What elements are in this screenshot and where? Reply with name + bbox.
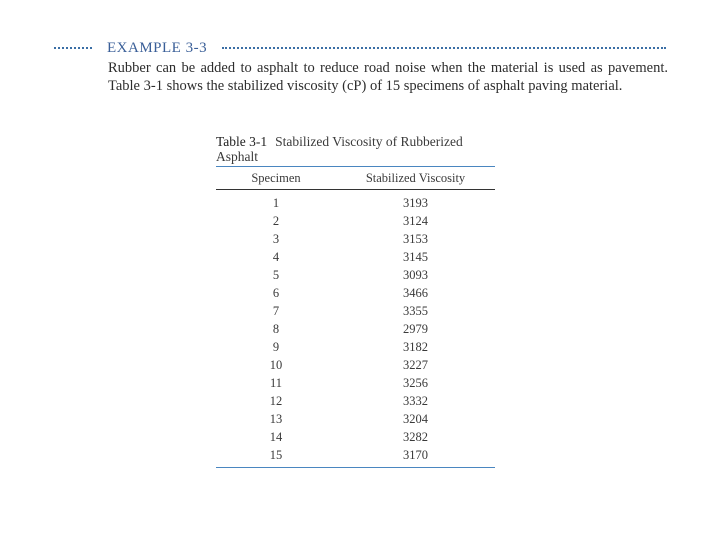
table-row [216,320,495,338]
viscosity-cell: 3332 [403,393,428,408]
specimen-cell: 4 [272,249,280,264]
table-row [216,266,495,284]
table-row [216,446,495,467]
specimen-cell: 1 [272,195,280,210]
example-title: EXAMPLE 3-3 [107,39,208,56]
viscosity-cell: 3193 [403,195,428,210]
example-intro-paragraph: Rubber can be added to asphalt to reduce road noise when the material is used as pavement. Table 3-1 shows the stabilized viscosity (cP) of 15 specimens of asphalt paving material. [108,60,668,94]
table-row [216,392,495,410]
specimen-cell: 8 [272,321,280,336]
specimen-cell: 3 [272,231,280,246]
table-caption [216,134,496,164]
table-row [216,338,495,356]
specimen-cell: 2 [272,213,280,228]
viscosity-cell: 3145 [403,249,428,264]
viscosity-cell: 3204 [403,411,428,426]
table-row [216,230,495,248]
table-body [216,190,495,467]
viscosity-cell: 3355 [403,303,428,318]
table-row [216,284,495,302]
viscosity-cell: 3182 [403,339,428,354]
viscosity-cell: 3282 [403,429,428,444]
table-header-row [216,167,495,189]
table-row [216,428,495,446]
specimen-cell: 12 [269,393,283,408]
viscosity-cell: 3093 [403,267,428,282]
specimen-cell: 15 [269,447,283,462]
header-stabilized-viscosity: Stabilized Viscosity [365,170,466,185]
viscosity-cell: 3256 [403,375,428,390]
table-row [216,190,495,212]
viscosity-cell: 2979 [403,321,428,336]
table-row [216,248,495,266]
table-bottom-rule [216,467,495,468]
viscosity-cell: 3170 [403,447,428,462]
specimen-cell: 6 [272,285,280,300]
specimen-cell: 14 [269,429,283,444]
dotted-rule-left [54,47,92,49]
table-row [216,356,495,374]
specimen-cell: 11 [269,375,283,390]
specimen-cell: 5 [272,267,280,282]
dotted-rule-right [222,47,666,49]
table-row [216,374,495,392]
viscosity-cell: 3124 [403,213,428,228]
viscosity-cell: 3466 [403,285,428,300]
specimen-cell: 9 [272,339,280,354]
specimen-cell: 10 [269,357,283,372]
viscosity-cell: 3153 [403,231,428,246]
example-header [54,38,666,58]
viscosity-table [216,166,495,468]
table-row [216,212,495,230]
viscosity-cell: 3227 [403,357,428,372]
table-row [216,302,495,320]
table-number: Table 3-1 [216,134,268,149]
header-specimen: Specimen [251,170,301,185]
specimen-cell: 13 [269,411,283,426]
table-caption-text: Stabilized Viscosity of Rubberized Asphalt [216,134,463,164]
table-row [216,410,495,428]
specimen-cell: 7 [272,303,280,318]
